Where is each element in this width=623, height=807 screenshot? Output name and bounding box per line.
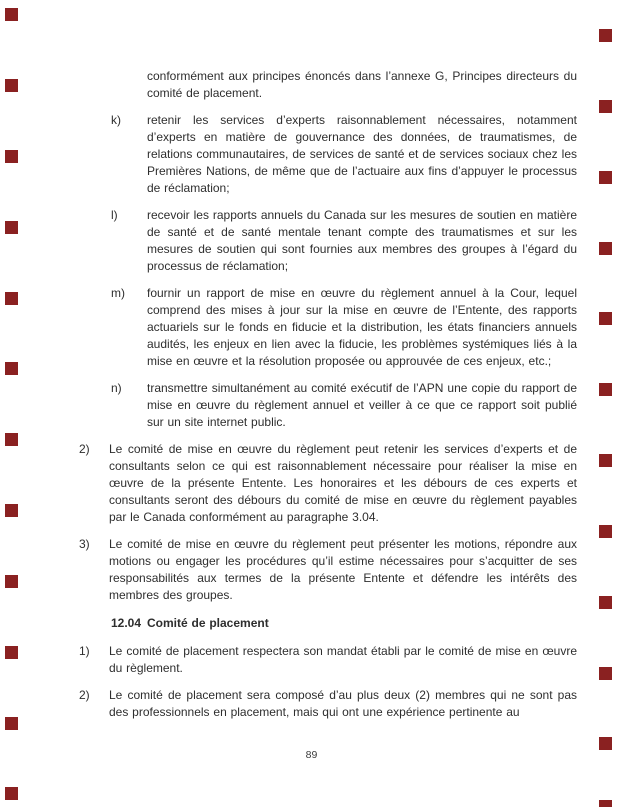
red-edge-mark bbox=[599, 800, 612, 807]
red-edge-mark bbox=[599, 667, 612, 680]
red-edge-mark bbox=[5, 79, 18, 92]
clause-text: Le comité de mise en œuvre du règlement peut retenir les services d’experts et de consultants selon ce qui est raisonnablement nécessaire pour réaliser la mise en œuvre de la présente Entente. Les honoraires et les débours de ces experts et consultants seront des débours du comité de mise en œuvre du règlement payables par le Canada conformément au paragraphe 3.04. bbox=[109, 442, 577, 524]
clause-2-placement bbox=[79, 687, 577, 721]
red-edge-mark bbox=[5, 433, 18, 446]
list-item-label: l) bbox=[111, 208, 118, 222]
section-title: Comité de placement bbox=[147, 616, 269, 630]
list-item-text: retenir les services d’experts raisonnablement nécessaires, notamment d’experts en matière de gouvernance des données, de traumatismes, de relations communautaires, de services de santé et de services sociaux chez les Premières Nations, de même que de l’actuaire aux fins d’appuyer le processus de réclamation; bbox=[147, 113, 577, 195]
red-edge-mark bbox=[5, 221, 18, 234]
clause-3 bbox=[79, 536, 577, 604]
red-edge-mark bbox=[5, 646, 18, 659]
red-edge-mark bbox=[599, 525, 612, 538]
clause-number: 3) bbox=[79, 537, 90, 551]
list-item-label: n) bbox=[111, 381, 122, 395]
list-item-label: m) bbox=[111, 286, 125, 300]
red-edge-mark bbox=[5, 787, 18, 800]
red-edge-mark bbox=[5, 362, 18, 375]
section-number: 12.04 bbox=[111, 616, 142, 630]
list-item-m bbox=[111, 285, 577, 370]
clause-number: 1) bbox=[79, 644, 90, 658]
list-item-n bbox=[111, 380, 577, 431]
red-edge-mark bbox=[599, 100, 612, 113]
clause-text: Le comité de placement respectera son mandat établi par le comité de mise en œuvre du règlement. bbox=[109, 644, 577, 675]
red-edge-mark bbox=[5, 292, 18, 305]
red-edge-mark bbox=[599, 596, 612, 609]
list-item-l bbox=[111, 207, 577, 275]
red-edge-mark bbox=[599, 454, 612, 467]
list-item-text: recevoir les rapports annuels du Canada sur les mesures de soutien en matière de santé et de santé mentale tenant compte des traumatismes et sur les mesures de soutien qui sont fournies aux membres des groupes à l’égard du processus de réclamation; bbox=[147, 208, 577, 273]
clause-1-placement bbox=[79, 643, 577, 677]
list-item-label: k) bbox=[111, 113, 121, 127]
list-item-text: fournir un rapport de mise en œuvre du règlement annuel à la Cour, lequel comprend des mises à jour sur la mise en œuvre de l’Entente, des rapports actuariels sur le fonds en fiducie et la distribution, les états financiers annuels audités, les enjeux en lien avec la fiducie, les problèmes systémiques liés à la mise en œuvre et la résolution proposée ou approuvée de ces enjeux, etc.; bbox=[147, 286, 577, 368]
section-heading bbox=[111, 615, 577, 632]
red-edge-mark bbox=[599, 737, 612, 750]
red-edge-mark bbox=[599, 171, 612, 184]
red-edge-mark bbox=[599, 29, 612, 42]
red-edge-mark bbox=[5, 504, 18, 517]
clause-text: Le comité de mise en œuvre du règlement peut présenter les motions, répondre aux motions ou engager les procédures qu’il estime nécessaires pour s’acquitter de ses responsabilités aux termes de la présente Entente et défendre les intérêts des membres des groupes. bbox=[109, 537, 577, 602]
clause-2 bbox=[79, 441, 577, 526]
red-edge-mark bbox=[599, 242, 612, 255]
clause-number: 2) bbox=[79, 688, 90, 702]
clause-number: 2) bbox=[79, 442, 90, 456]
paragraph-continuation bbox=[147, 68, 577, 102]
clause-text: Le comité de placement sera composé d’au plus deux (2) membres qui ne sont pas des professionnels en placement, mais qui ont une expérience pertinente au bbox=[109, 688, 577, 719]
paragraph-text: conformément aux principes énoncés dans l’annexe G, Principes directeurs du comité de placement. bbox=[147, 69, 577, 100]
red-edge-mark bbox=[5, 150, 18, 163]
list-item-k bbox=[111, 112, 577, 197]
red-edge-mark bbox=[599, 312, 612, 325]
page-number: 89 bbox=[305, 749, 318, 761]
red-edge-mark bbox=[599, 383, 612, 396]
red-edge-mark bbox=[5, 575, 18, 588]
page-text-block bbox=[79, 68, 577, 721]
list-item-text: transmettre simultanément au comité exécutif de l’APN une copie du rapport de mise en œuvre du règlement annuel et veiller à ce que ce rapport soit publié sur un site internet public. bbox=[147, 381, 577, 429]
red-edge-mark bbox=[5, 8, 18, 21]
red-edge-mark bbox=[5, 717, 18, 730]
